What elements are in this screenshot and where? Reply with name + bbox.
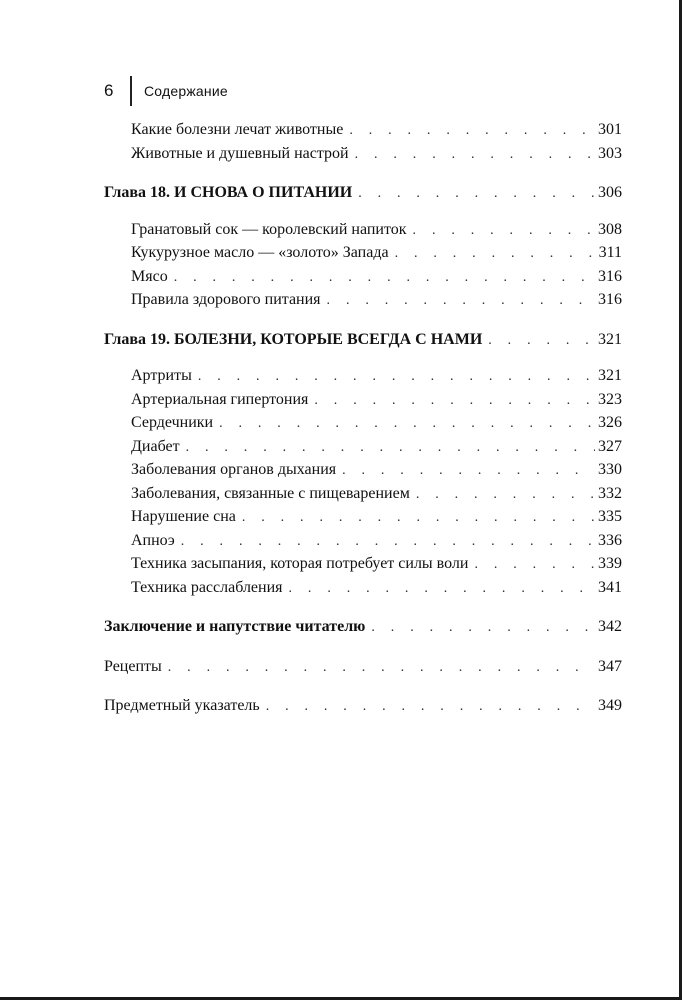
toc-entry-title: Сердечники [131,414,214,431]
toc-recipes[interactable] [104,655,622,679]
dot-leader [355,143,595,167]
toc-entry[interactable] [104,241,622,265]
toc-chapter-title: Глава 19. БОЛЕЗНИ, КОТОРЫЕ ВСЕГДА С НАМИ [104,330,483,348]
toc-entry-title: Кукурузное масло — «золото» Запада [131,244,389,261]
dot-leader [413,219,595,243]
toc-entry[interactable] [104,458,622,482]
toc-entry-title: Заболевания органов дыхания [131,461,337,478]
toc-chapter-18[interactable] [104,181,622,205]
toc-entry-title: Техника засыпания, которая потребует силы воли [131,555,469,572]
toc-entry-page: 341 [598,578,622,596]
dot-leader [488,329,595,353]
toc-recipes-page: 347 [598,657,622,675]
toc-conclusion-title: Заключение и напутствие читателю [104,618,366,635]
toc-entry-title: Артриты [131,367,192,384]
dot-leader [371,616,595,640]
toc-entry-title: Диабет [131,437,180,455]
running-head [104,76,228,106]
toc-conclusion-page: 342 [598,618,622,635]
toc-entry-title: Животные и душевный настрой [131,144,349,162]
toc-entry-page: 301 [598,121,622,138]
toc-entry-page: 308 [598,220,622,238]
dot-leader [266,695,595,719]
toc-index[interactable] [104,694,622,718]
dot-leader [327,289,595,313]
dot-leader [219,412,595,436]
dot-leader [242,506,595,530]
page-number: 6 [104,81,114,100]
toc-index-title: Предметный указатель [104,697,260,714]
toc-entry-title: Нарушение сна [131,508,236,525]
dot-leader [474,553,595,577]
toc-entry[interactable] [104,118,622,142]
toc-entry[interactable] [104,576,622,600]
toc-entry-page: 330 [598,461,622,478]
dot-leader [174,266,595,290]
toc-entry-title: Правила здорового питания [131,291,321,308]
toc-entry-page: 336 [598,531,622,549]
toc-entry-page: 332 [598,484,622,502]
toc-recipes-title: Рецепты [104,657,162,675]
toc-entry[interactable] [104,411,622,435]
toc-entry[interactable] [104,435,622,459]
toc-entry[interactable] [104,505,622,529]
header-divider [130,76,132,106]
toc-entry-page: 316 [598,267,622,285]
toc-index-page: 349 [598,697,622,714]
toc-entry-page: 327 [598,437,622,455]
toc-entry-title: Какие болезни лечат животные [131,121,344,138]
dot-leader [342,459,595,483]
dot-leader [358,182,595,206]
toc-entry-title: Гранатовый сок — королевский напиток [131,220,407,238]
toc-entry-page: 323 [598,390,622,408]
dot-leader [168,656,595,680]
toc-entry[interactable] [104,218,622,242]
toc-chapter-19[interactable] [104,328,622,352]
dot-leader [181,530,595,554]
toc-entry[interactable] [104,265,622,289]
toc-entry-page: 326 [598,414,622,431]
toc-entry-page: 303 [598,144,622,162]
section-title: Содержание [144,83,228,99]
toc-entry-title: Апноэ [131,531,175,549]
dot-leader [198,365,595,389]
dot-leader [314,389,595,413]
toc-entry[interactable] [104,388,622,412]
toc-chapter-page: 321 [598,330,622,348]
toc-entry[interactable] [104,529,622,553]
toc-entry-title: Артериальная гипертония [131,390,309,408]
toc-entry-page: 335 [598,508,622,525]
dot-leader [186,436,595,460]
toc-entry-page: 339 [598,555,622,572]
toc-entry-title: Заболевания, связанные с пищеварением [131,484,410,502]
dot-leader [395,242,596,266]
toc-entry-page: 311 [598,244,622,261]
toc-entry[interactable] [104,288,622,312]
dot-leader [289,577,595,601]
toc-conclusion[interactable] [104,615,622,639]
toc-chapter-title: Глава 18. И СНОВА О ПИТАНИИ [104,184,353,201]
dot-leader [349,119,595,143]
toc-entry[interactable] [104,482,622,506]
toc-entry[interactable] [104,364,622,388]
toc-entry-page: 321 [598,367,622,384]
toc-entry[interactable] [104,552,622,576]
dot-leader [416,483,595,507]
toc-chapter-page: 306 [598,184,622,201]
toc-entry-title: Мясо [131,267,168,285]
toc-entry-title: Техника расслабления [131,578,283,596]
toc-entry-page: 316 [598,291,622,308]
toc-entry[interactable] [104,142,622,166]
table-of-contents [104,118,622,718]
